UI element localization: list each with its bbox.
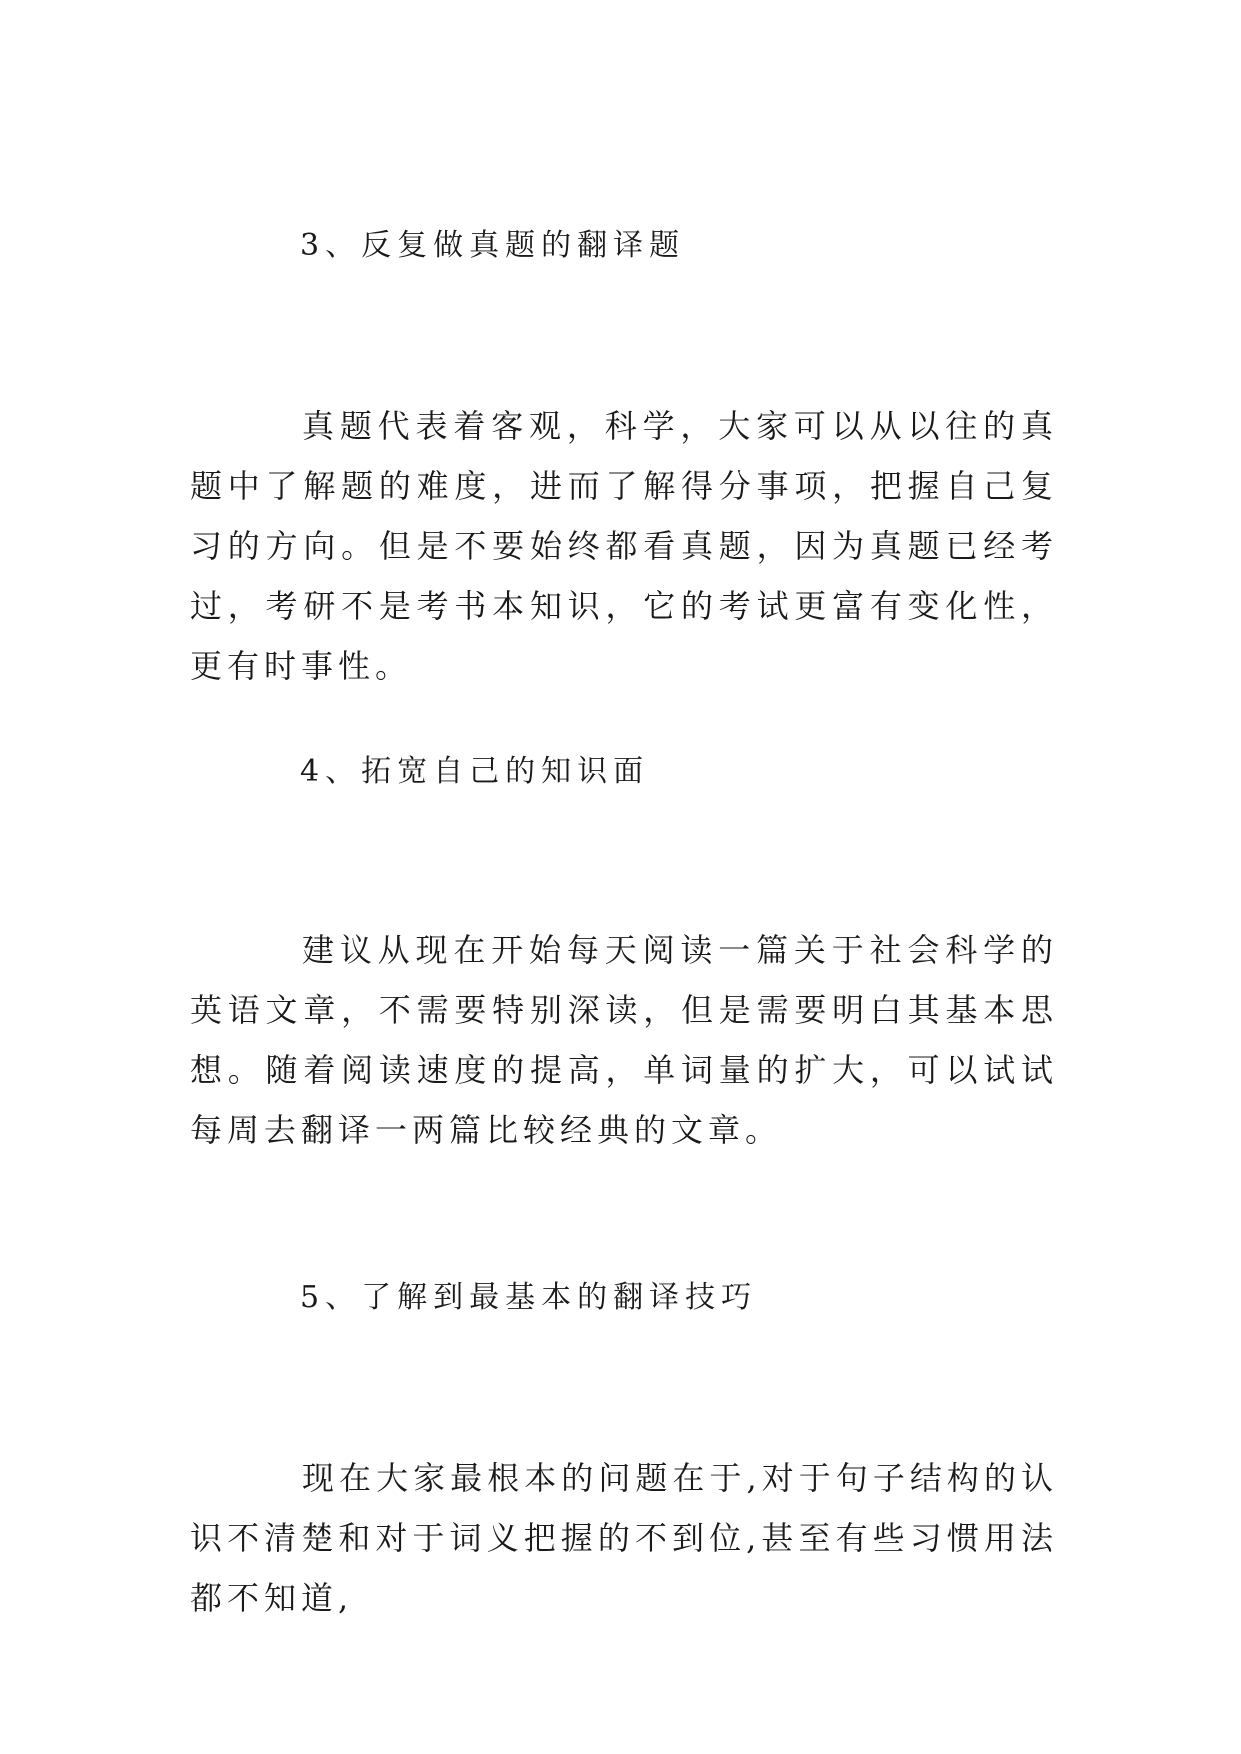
section-paragraph: 真题代表着客观，科学，大家可以从以往的真题中了解题的难度，进而了解得分事项，把握自己复习的方向。但是不要始终都看真题，因为真题已经考过，考研不是考书本知识，它的考试更富有变化性，更有时事性。 [190, 407, 1058, 685]
section-heading: 5、了解到最基本的翻译技巧 [300, 1280, 758, 1315]
section-heading: 4、拓宽自己的知识面 [300, 754, 650, 789]
section-paragraph: 现在大家最根本的问题在于,对于句子结构的认识不清楚和对于词义把握的不到位,甚至有些习惯用法都不知道, [190, 1459, 1058, 1617]
section-paragraph: 建议从现在开始每天阅读一篇关于社会科学的英语文章，不需要特别深读，但是需要明白其基本思想。随着阅读速度的提高，单词量的扩大，可以试试每周去翻译一两篇比较经典的文章。 [190, 931, 1058, 1149]
section-heading: 3、反复做真题的翻译题 [300, 228, 686, 263]
